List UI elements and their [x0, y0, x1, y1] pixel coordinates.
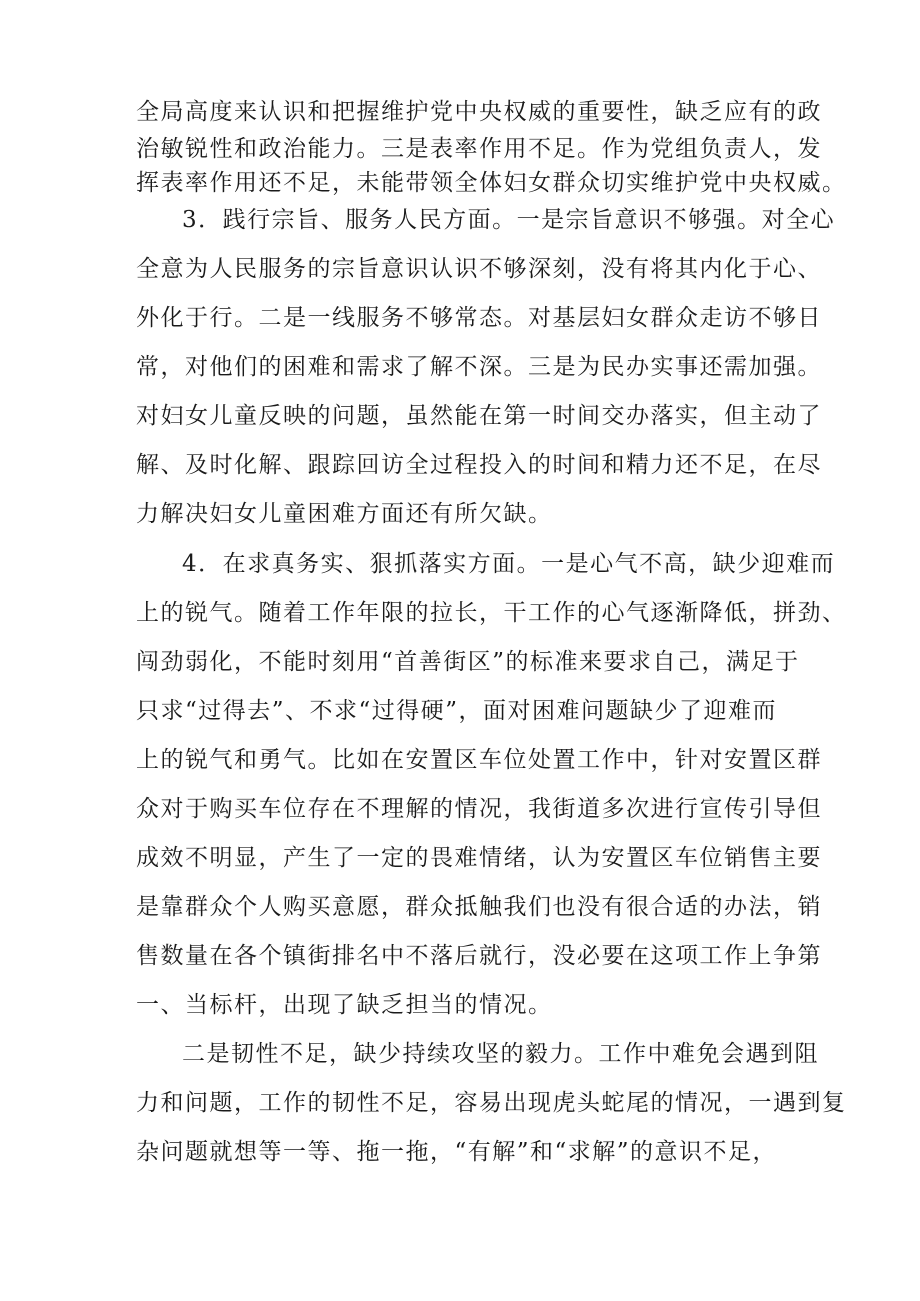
text-line: 治敏锐性和政治能力。三是表率作用不足。作为党组负责人，发	[136, 136, 822, 162]
text-line: 闯劲弱化，不能时刻用“首善街区”的标准来要求自己，满足于	[136, 649, 800, 675]
text-line: 一、当标杆，出现了缺乏担当的情况。	[136, 992, 553, 1018]
text-line: 众对于购买车位存在不理解的情况，我街道多次进行宣传引导但	[136, 796, 822, 822]
text-line: 力和问题，工作的韧性不足，容易出现虎头蛇尾的情况，一遇到复	[136, 1090, 847, 1116]
text-line: 对妇女儿童反映的问题，虽然能在第一时间交办落实，但主动了	[136, 403, 822, 429]
text-line: 上的锐气。随着工作年限的拉长，干工作的心气逐渐降低，拼劲、	[136, 600, 847, 626]
text-line: 上的锐气和勇气。比如在安置区车位处置工作中，针对安置区群	[136, 747, 822, 773]
text-line: 成效不明显，产生了一定的畏难情绪，认为安置区车位销售主要	[136, 845, 822, 871]
text-line: 常，对他们的困难和需求了解不深。三是为民办实事还需加强。	[136, 354, 822, 380]
text-line: 挥表率作用还不足，未能带领全体妇女群众切实维护党中央权威。	[136, 170, 847, 196]
text-line: 售数量在各个镇街排名中不落后就行，没必要在这项工作上争第	[136, 943, 822, 969]
text-line: 4．在求真务实、狠抓落实方面。一是心气不高，缺少迎难而	[182, 551, 836, 577]
text-line: 全局高度来认识和把握维护党中央权威的重要性，缺乏应有的政	[136, 99, 822, 125]
text-line: 杂问题就想等一等、拖一拖，“有解”和“求解”的意识不足，	[136, 1139, 778, 1165]
text-line: 只求“过得去”、不求“过得硬”，面对困难问题缺少了迎难而	[136, 698, 778, 724]
text-line: 力解决妇女儿童困难方面还有所欠缺。	[136, 501, 553, 527]
text-line: 二是韧性不足，缺少持续攻坚的毅力。工作中难免会遇到阻	[182, 1041, 819, 1067]
text-line: 解、及时化解、跟踪回访全过程投入的时间和精力还不足，在尽	[136, 452, 822, 478]
text-line: 是靠群众个人购买意愿，群众抵触我们也没有很合适的办法，销	[136, 894, 822, 920]
text-line: 3．践行宗旨、服务人民方面。一是宗旨意识不够强。对全心	[182, 207, 836, 233]
text-line: 外化于行。二是一线服务不够常态。对基层妇女群众走访不够日	[136, 305, 822, 331]
text-line: 全意为人民服务的宗旨意识认识不够深刻，没有将其内化于心、	[136, 256, 822, 282]
